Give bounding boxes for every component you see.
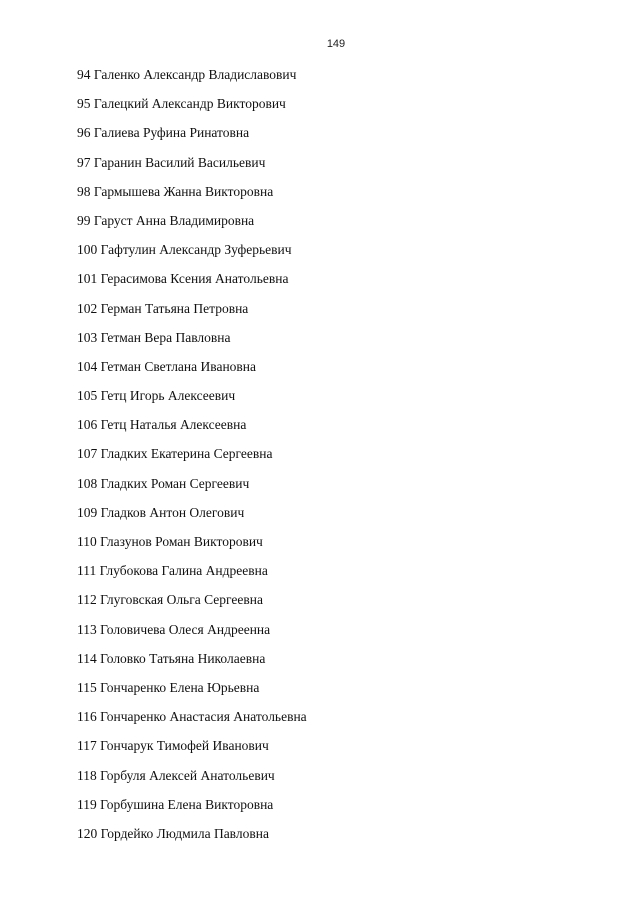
list-item: 109 Гладков Антон Олегович — [77, 504, 245, 520]
list-item: 108 Гладких Роман Сергеевич — [77, 475, 250, 491]
list-item: 114 Головко Татьяна Николаевна — [77, 650, 266, 666]
page-number: 149 — [326, 38, 346, 50]
list-item: 94 Галенко Александр Владиславович — [77, 67, 297, 82]
list-item: 105 Гетц Игорь Алексеевич — [77, 388, 236, 404]
list-item: 95 Галецкий Александр Викторович — [77, 96, 286, 112]
list-item: 99 Гаруст Анна Владимировна — [77, 212, 255, 228]
list-item: 101 Герасимова Ксения Анатольевна — [77, 271, 289, 287]
list-item: 97 Гаранин Василий Васильевич — [77, 154, 266, 170]
list-item: 116 Гончаренко Анастасия Анатольевна — [77, 709, 307, 725]
name-list — [77, 66, 307, 854]
list-item: 110 Глазунов Роман Викторович — [77, 534, 263, 549]
list-item: 104 Гетман Светлана Ивановна — [77, 358, 257, 374]
list-item: 112 Глуговская Ольга Сергеевна — [77, 592, 263, 608]
list-item: 102 Герман Татьяна Петровна — [77, 300, 249, 316]
list-item: 96 Галиева Руфина Ринатовна — [77, 125, 250, 141]
list-item: 98 Гармышева Жанна Викторовна — [77, 183, 274, 199]
list-item: 113 Головичева Олеся Андреенна — [77, 621, 271, 637]
list-item: 106 Гетц Наталья Алексеевна — [77, 417, 247, 433]
list-item: 111 Глубокова Галина Андреевна — [77, 563, 268, 579]
list-item: 107 Гладких Екатерина Сергеевна — [77, 446, 273, 462]
list-item: 103 Гетман Вера Павловна — [77, 329, 231, 345]
list-item: 115 Гончаренко Елена Юрьевна — [77, 679, 260, 695]
list-item: 100 Гафтулин Александр Зуферьевич — [77, 242, 292, 258]
list-item: 120 Гордейко Людмила Павловна — [77, 825, 269, 841]
list-item: 117 Гончарук Тимофей Иванович — [77, 738, 269, 754]
list-item: 118 Горбуля Алексей Анатольевич — [77, 767, 275, 783]
list-item: 119 Горбушина Елена Викторовна — [77, 796, 274, 812]
